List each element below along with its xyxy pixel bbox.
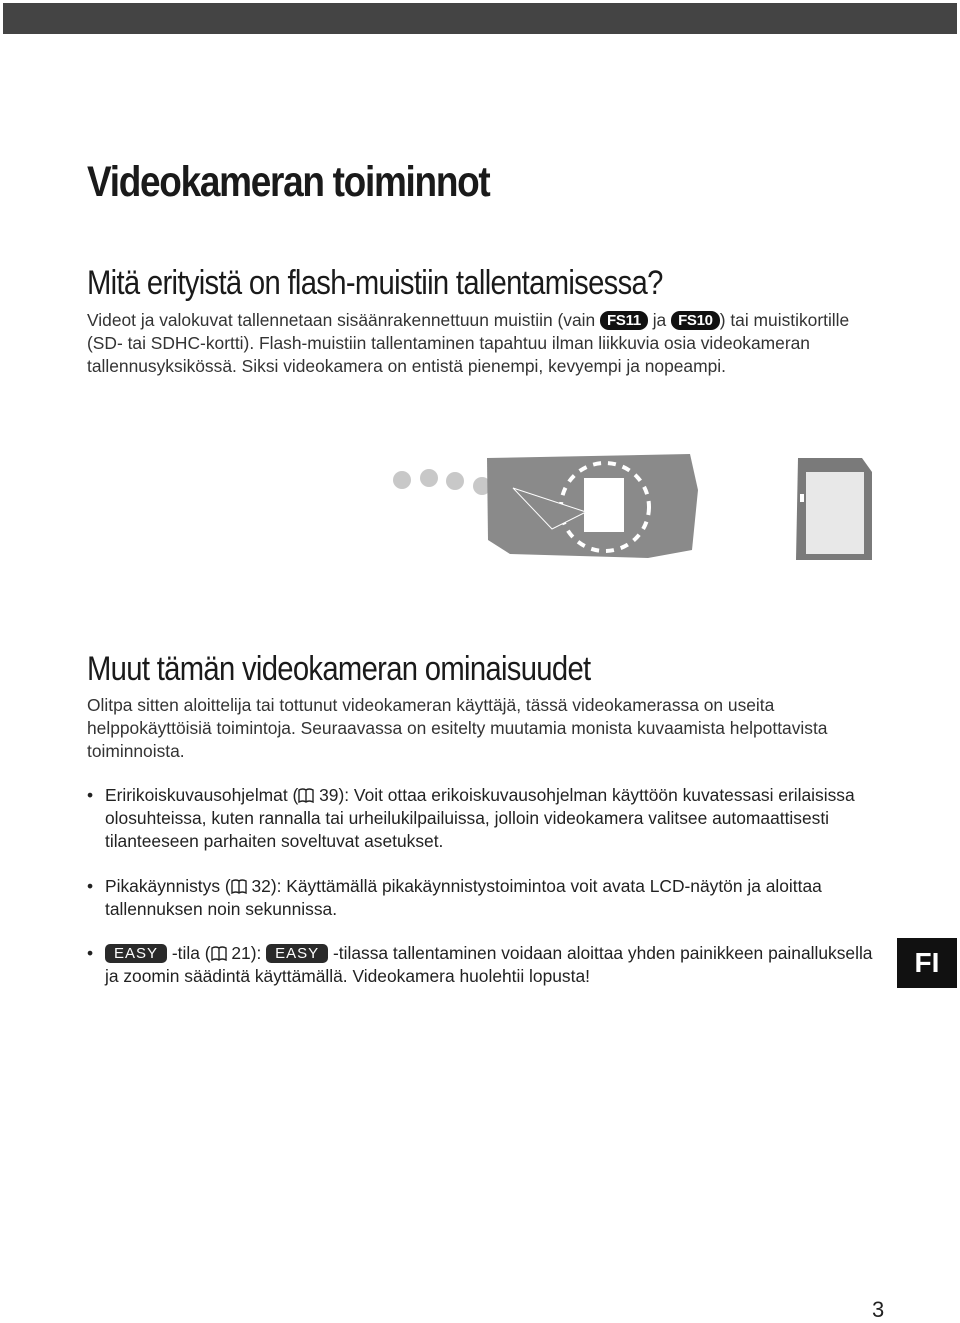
model-badge-fs11: FS11	[600, 311, 648, 330]
book-icon	[211, 946, 227, 961]
model-badge-fs10: FS10	[671, 311, 720, 330]
bullet-icon: •	[87, 943, 94, 963]
easy-mode-badge: EASY	[105, 944, 167, 963]
sd-card-icon	[796, 458, 872, 560]
easy-mode-badge: EASY	[266, 944, 328, 963]
bullet-icon: •	[87, 876, 94, 896]
language-tab: FI	[897, 938, 957, 988]
built-in-memory-icon	[584, 478, 624, 532]
features-intro: Olitpa sitten aloittelija tai tottunut videokameran käyttäjä, tässä videokamerassa on useita helppokäyttöisiä toimintoja. Seuraavassa on esitelty muutamia monista kuvaamista helpottavista toiminnoista.	[87, 695, 828, 761]
header-bar	[3, 3, 957, 34]
page-number: 3	[872, 1297, 885, 1322]
flash-memory-illustration	[390, 450, 890, 575]
section-title-flash: Mitä erityistä on flash-muistiin tallentamisessa?	[87, 264, 663, 302]
bullet-icon: •	[87, 785, 94, 805]
flash-paragraph: Videot ja valokuvat tallennetaan sisäänrakennettuun muistiin (vain FS11 ja FS10 ) tai muistikortille (SD- tai SDHC-kortti). Flash-muistiin tallentaminen tapahtuu ilman liikkuvia osia videokameran tallennusyksikössä. Siksi videokamera on entistä pienempi, kevyempi ja nopeampi.	[87, 310, 850, 376]
book-icon	[298, 788, 314, 803]
book-icon	[231, 879, 247, 894]
section-title-features: Muut tämän videokameran ominaisuudet	[87, 650, 591, 688]
page-title: Videokameran toiminnot	[87, 158, 490, 206]
